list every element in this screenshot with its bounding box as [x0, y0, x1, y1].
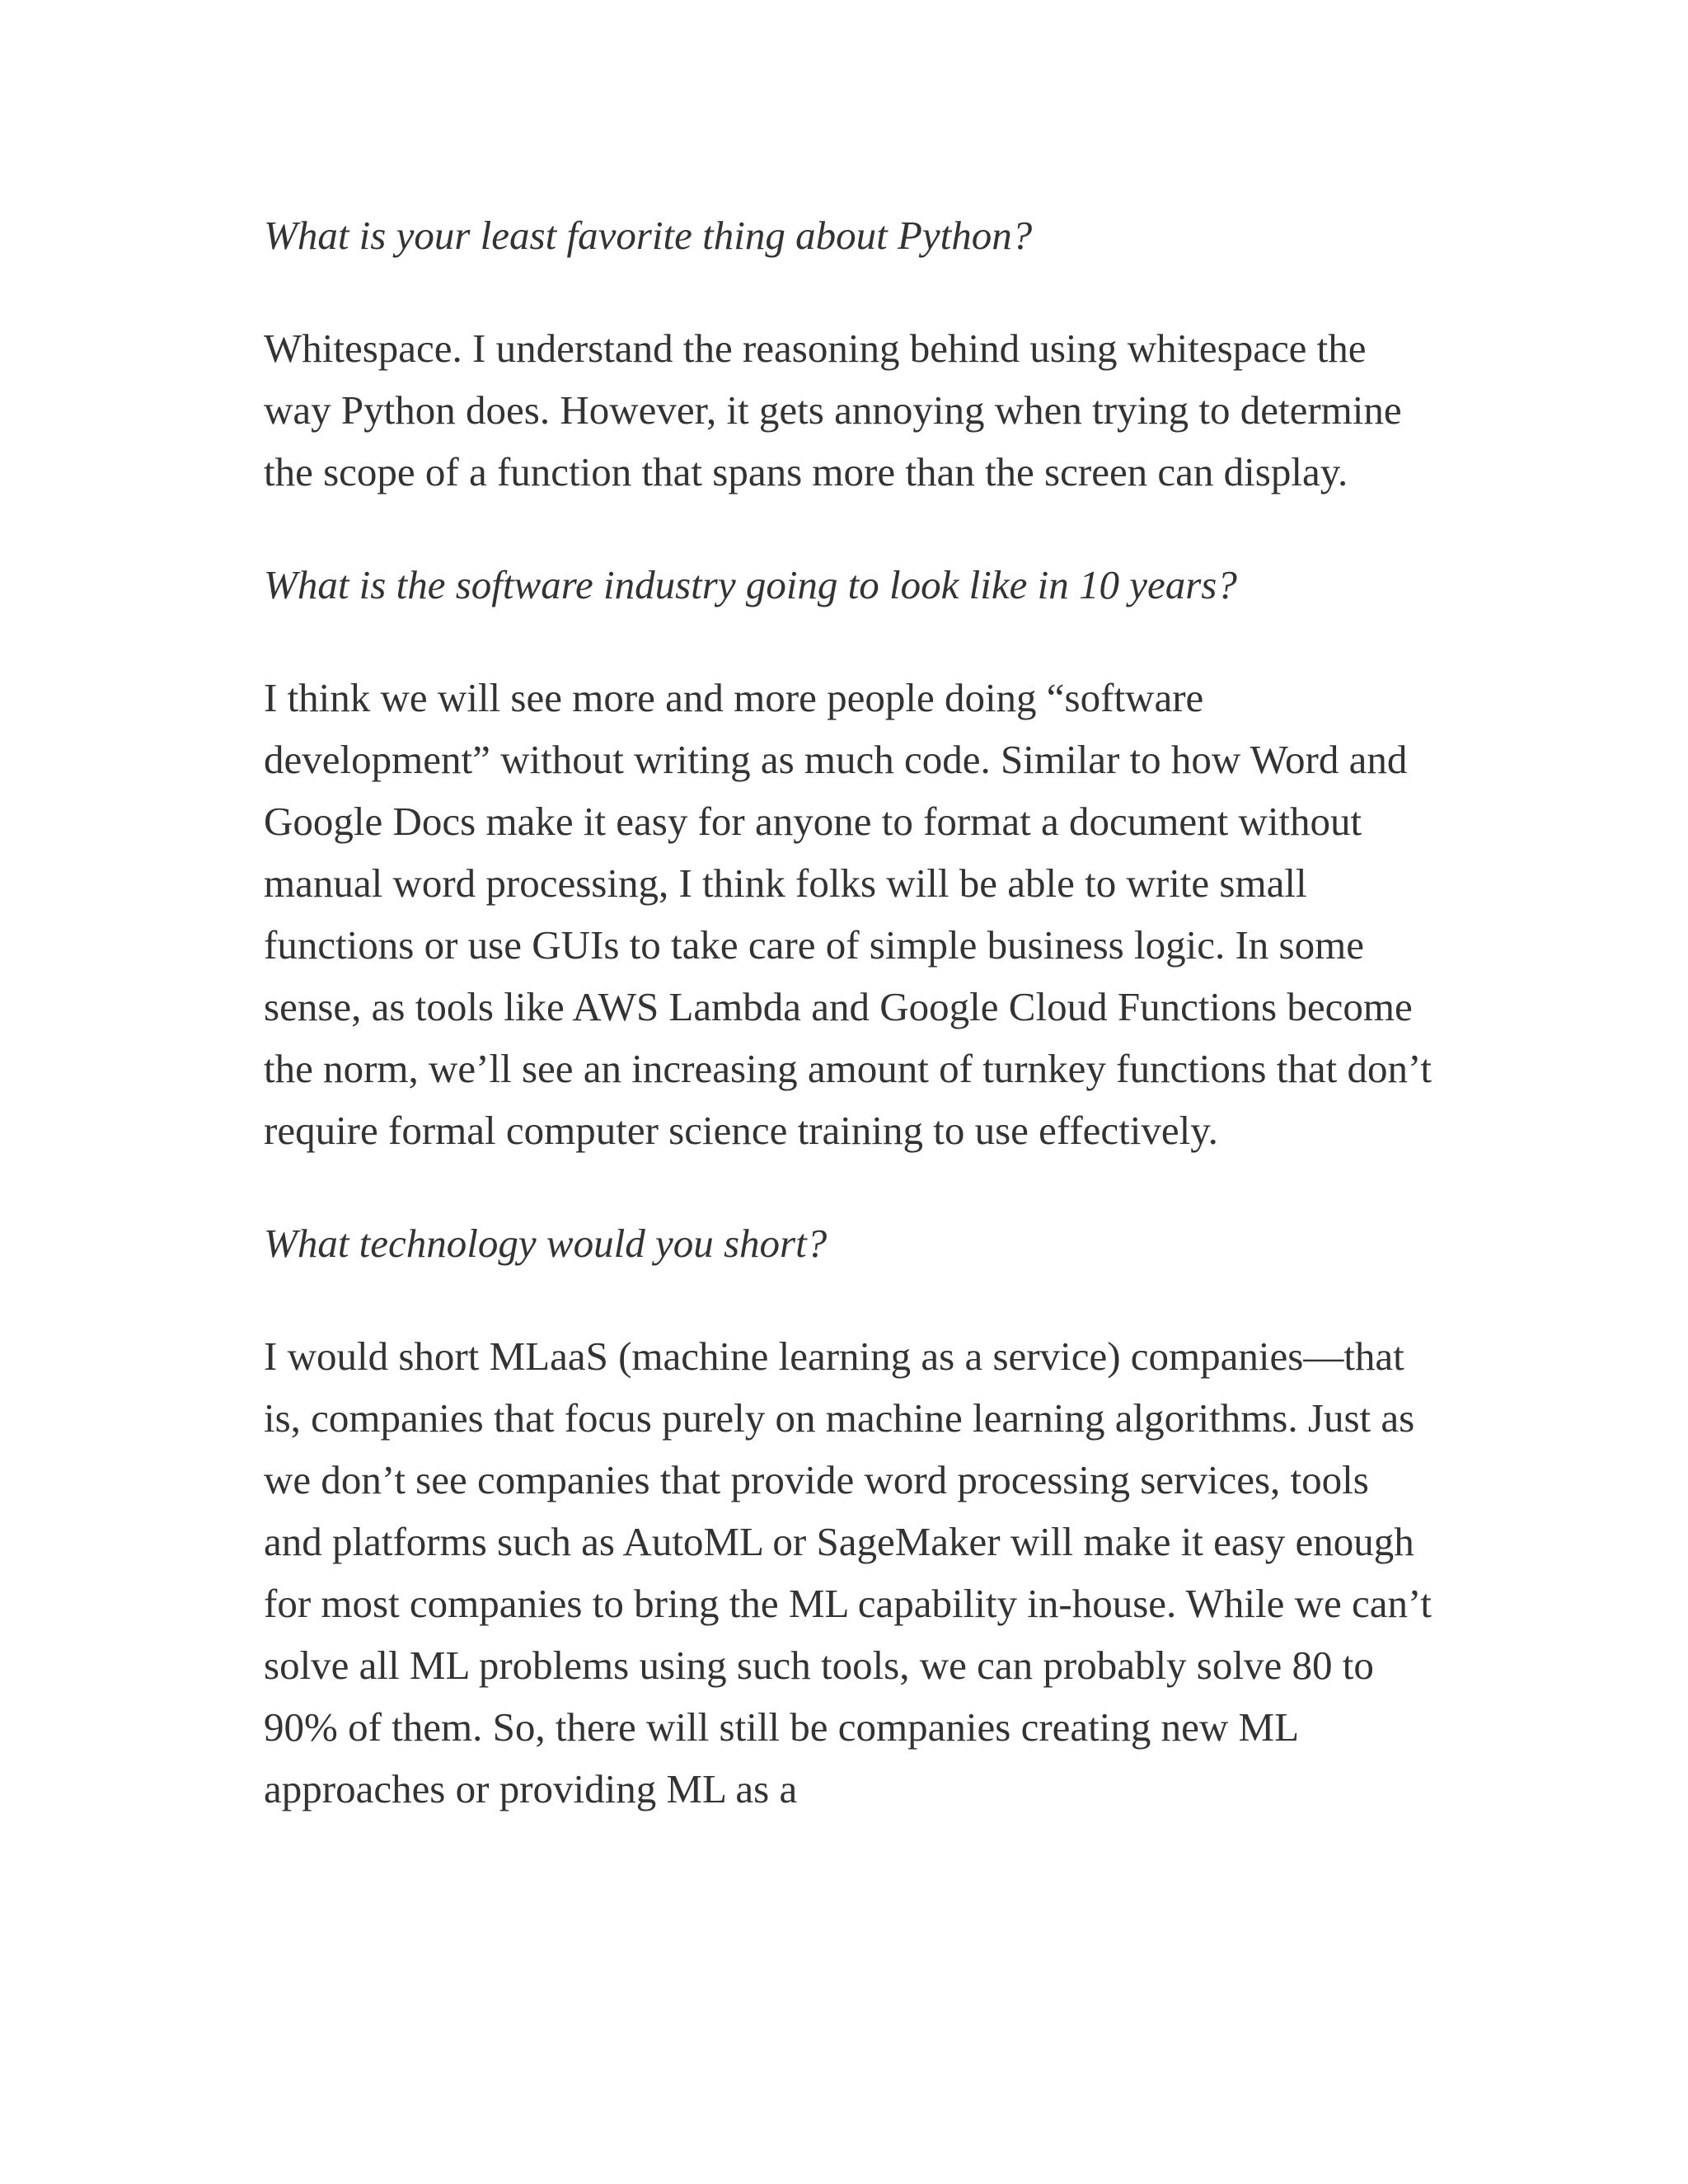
answer-technology-to-short: I would short MLaaS (machine learning as a service) companies—that is, companies that focus purely on machine learning algorithms. Just as we don’t see companies that provide word processing services, tools and platforms such as AutoML or SageMaker will make it easy enough for most companies to bring the ML capability in-house. While we can’t solve all ML problems using such tools, we can probably solve 80 to 90% of them. So, there will still be companies creating new ML approaches or providing ML as a: [264, 1333, 1432, 1811]
question-technology-to-short: What technology would you short?: [264, 1221, 828, 1266]
question-python-least-favorite: What is your least favorite thing about Python?: [264, 213, 1033, 258]
question-software-industry-future: What is the software industry going to look like in 10 years?: [264, 562, 1237, 607]
answer-python-least-favorite: Whitespace. I understand the reasoning behind using whitespace the way Python does. However, it gets annoying when trying to determine the scope of a function that spans more than the screen can display.: [264, 326, 1402, 494]
document-page: [264, 204, 1434, 1871]
answer-software-industry-future: I think we will see more and more people doing “software development” without writing as much code. Similar to how Word and Google Docs make it easy for anyone to format a document without manual word processing, I think folks will be able to write small functions or use GUIs to take care of simple business logic. In some sense, as tools like AWS Lambda and Google Cloud Functions become the norm, we’ll see an increasing amount of turnkey functions that don’t require formal computer science training to use effectively.: [264, 675, 1432, 1153]
